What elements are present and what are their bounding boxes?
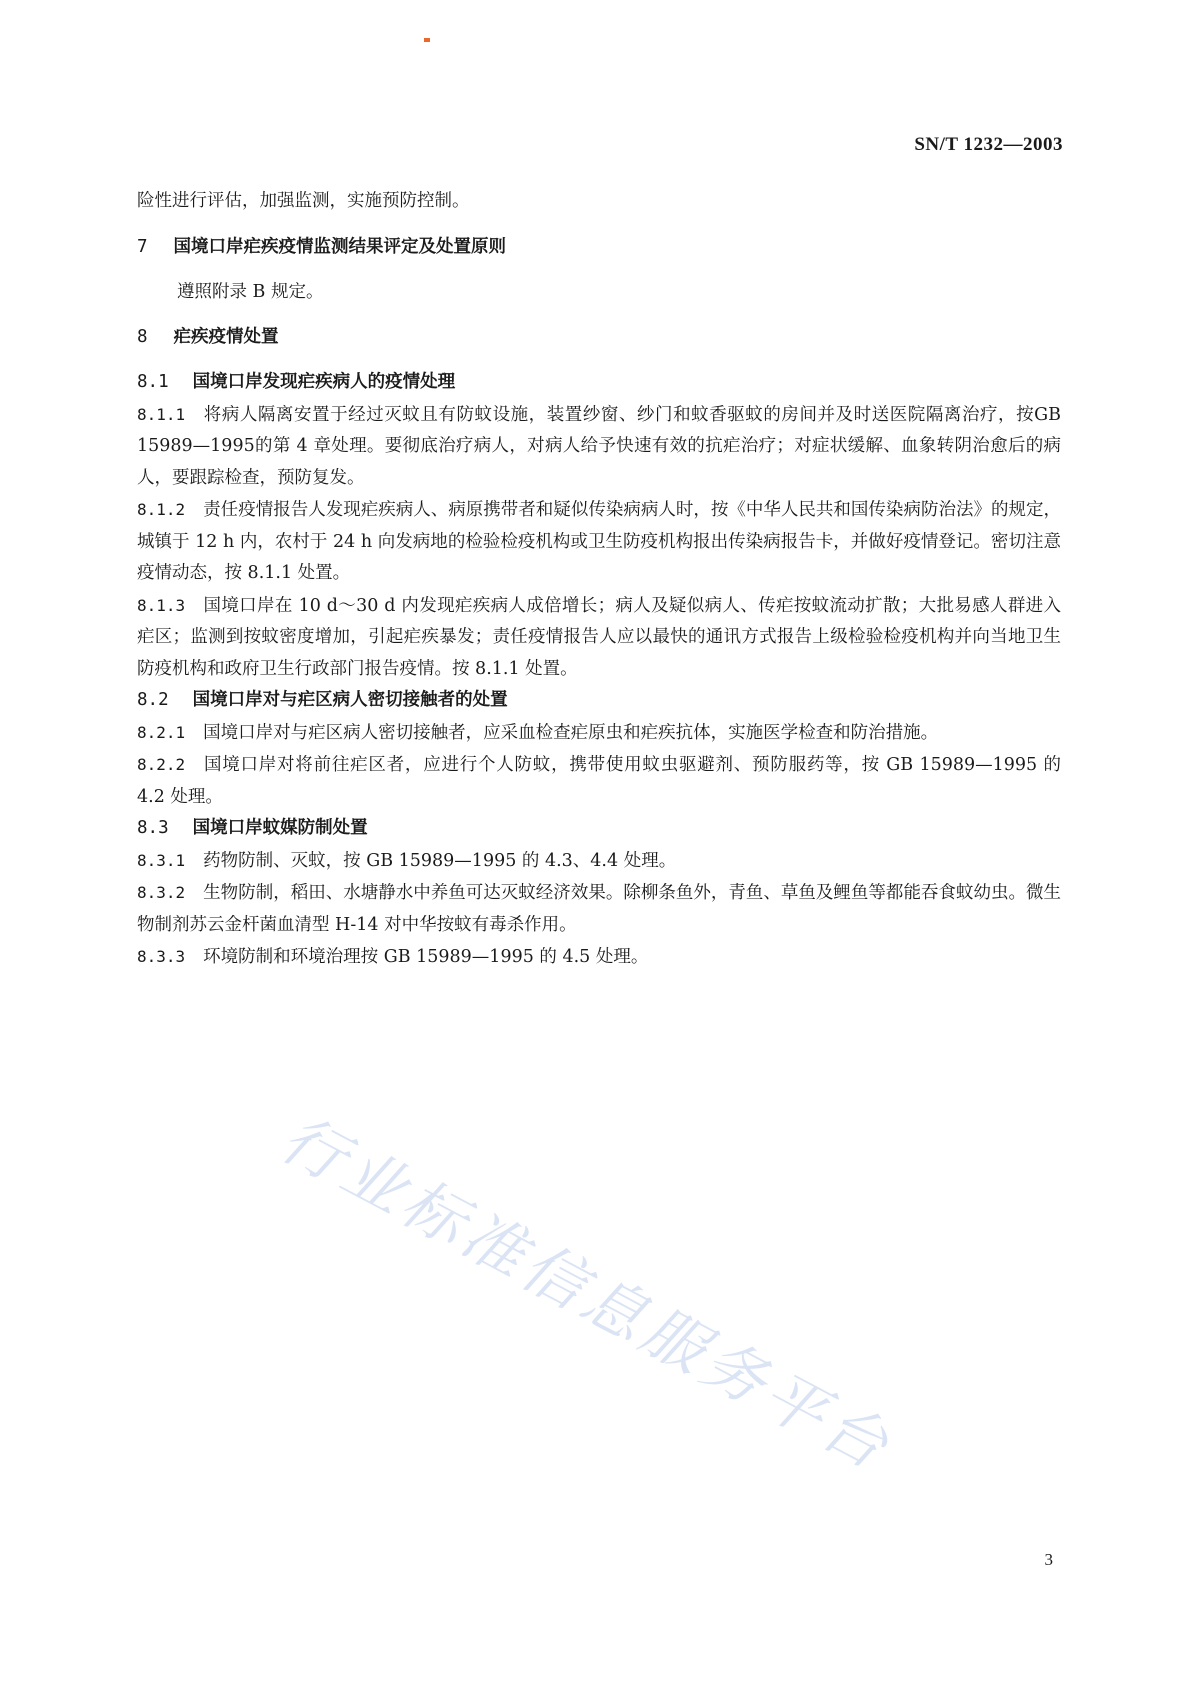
clause-number: 8.2.1 xyxy=(137,722,186,742)
section-7-body: 遵照附录 B 规定。 xyxy=(177,281,324,302)
clause-text: 国境口岸对与疟区病人密切接触者，应采血检查疟原虫和疟疾抗体，实施医学检查和防治措施。 xyxy=(203,722,939,743)
subsection-8-2-heading xyxy=(137,685,1061,717)
section-8-heading xyxy=(137,322,1061,353)
clause-8-3-1 xyxy=(137,845,1061,878)
subsection-title: 国境口岸蚊媒防制处置 xyxy=(192,818,368,838)
clause-text: 环境防制和环境治理按 GB 15989—1995 的 4.5 处理。 xyxy=(203,947,649,967)
standard-code: SN/T 1232—2003 xyxy=(914,134,1063,155)
section-number: 7 xyxy=(137,236,148,257)
clause-8-3-2 xyxy=(137,877,1061,941)
clause-number: 8.1.1 xyxy=(137,404,186,424)
clause-number: 8.3.3 xyxy=(137,947,186,966)
clause-number: 8.3.2 xyxy=(137,883,186,902)
clause-text: 药物防制、灭蚊，按 GB 15989—1995 的 4.3、4.4 处理。 xyxy=(203,850,677,871)
clause-8-1-1 xyxy=(137,399,1061,495)
clause-text: 国境口岸对将前往疟区者，应进行个人防蚊，携带使用蚊虫驱避剂、预防服药等，按 GB 15989—1995 的 4.2 处理。 xyxy=(137,755,1061,807)
document-body xyxy=(137,186,1061,974)
section-title: 国境口岸疟疾疫情监测结果评定及处置原则 xyxy=(173,236,507,257)
subsection-8-3-heading xyxy=(137,813,1061,845)
watermark: 行业标准信息服务平台 xyxy=(269,1101,905,1486)
section-number: 8 xyxy=(137,327,148,347)
page-number: 3 xyxy=(1044,1550,1053,1569)
clause-number: 8.3.1 xyxy=(137,850,186,870)
subsection-title: 国境口岸对与疟区病人密切接触者的处置 xyxy=(192,690,508,710)
clause-8-2-1 xyxy=(137,717,1061,750)
section-7-heading xyxy=(137,232,1061,263)
clause-number: 8.1.2 xyxy=(137,500,186,519)
clause-text: 生物防制，稻田、水塘静水中养鱼可达灭蚊经济效果。除柳条鱼外，青鱼、草鱼及鲤鱼等都能吞食蚊幼虫。微生物制剂苏云金杆菌血清型 H-14 对中华按蚊有毒杀作用。 xyxy=(137,883,1061,935)
subsection-8-1-heading xyxy=(137,367,1061,399)
clause-text: 将病人隔离安置于经过灭蚊且有防蚊设施，装置纱窗、纱门和蚊香驱蚊的房间并及时送医院隔离治疗，按GB 15989—1995的第 4 章处理。要彻底治疗病人，对病人给予快速有效的抗疟治疗；对症状缓解、血象转阴治愈后的病人，要跟踪检查，预防复发。 xyxy=(137,404,1061,488)
clause-number: 8.2.2 xyxy=(137,755,186,774)
scan-mark xyxy=(424,38,430,42)
clause-8-1-3 xyxy=(137,590,1061,686)
subsection-number: 8.3 xyxy=(137,818,169,838)
intro-paragraph: 险性进行评估，加强监测，实施预防控制。 xyxy=(137,191,470,211)
clause-number: 8.1.3 xyxy=(137,595,186,615)
clause-8-3-3 xyxy=(137,941,1061,974)
clause-text: 国境口岸在 10 d～30 d 内发现疟疾病人成倍增长；病人及疑似病人、传疟按蚊流动扩散；大批易感人群进入疟区；监测到按蚊密度增加，引起疟疾暴发；责任疫情报告人应以最快的通讯方式报告上级检验检疫机构并向当地卫生防疫机构和政府卫生行政部门报告疫情。按 8.1.1 处置。 xyxy=(137,595,1061,679)
clause-8-2-2 xyxy=(137,749,1061,813)
clause-text: 责任疫情报告人发现疟疾病人、病原携带者和疑似传染病病人时，按《中华人民共和国传染病防治法》的规定，城镇于 12 h 内，农村于 24 h 向发病地的检验检疫机构或卫生防疫机构报出传染病报告卡，并做好疫情登记。密切注意疫情动态，按 8.1.1 处置。 xyxy=(137,500,1061,583)
subsection-number: 8.1 xyxy=(137,372,169,392)
section-title: 疟疾疫情处置 xyxy=(173,327,279,347)
subsection-title: 国境口岸发现疟疾病人的疫情处理 xyxy=(192,372,456,392)
clause-8-1-2 xyxy=(137,494,1061,590)
subsection-number: 8.2 xyxy=(137,690,169,710)
